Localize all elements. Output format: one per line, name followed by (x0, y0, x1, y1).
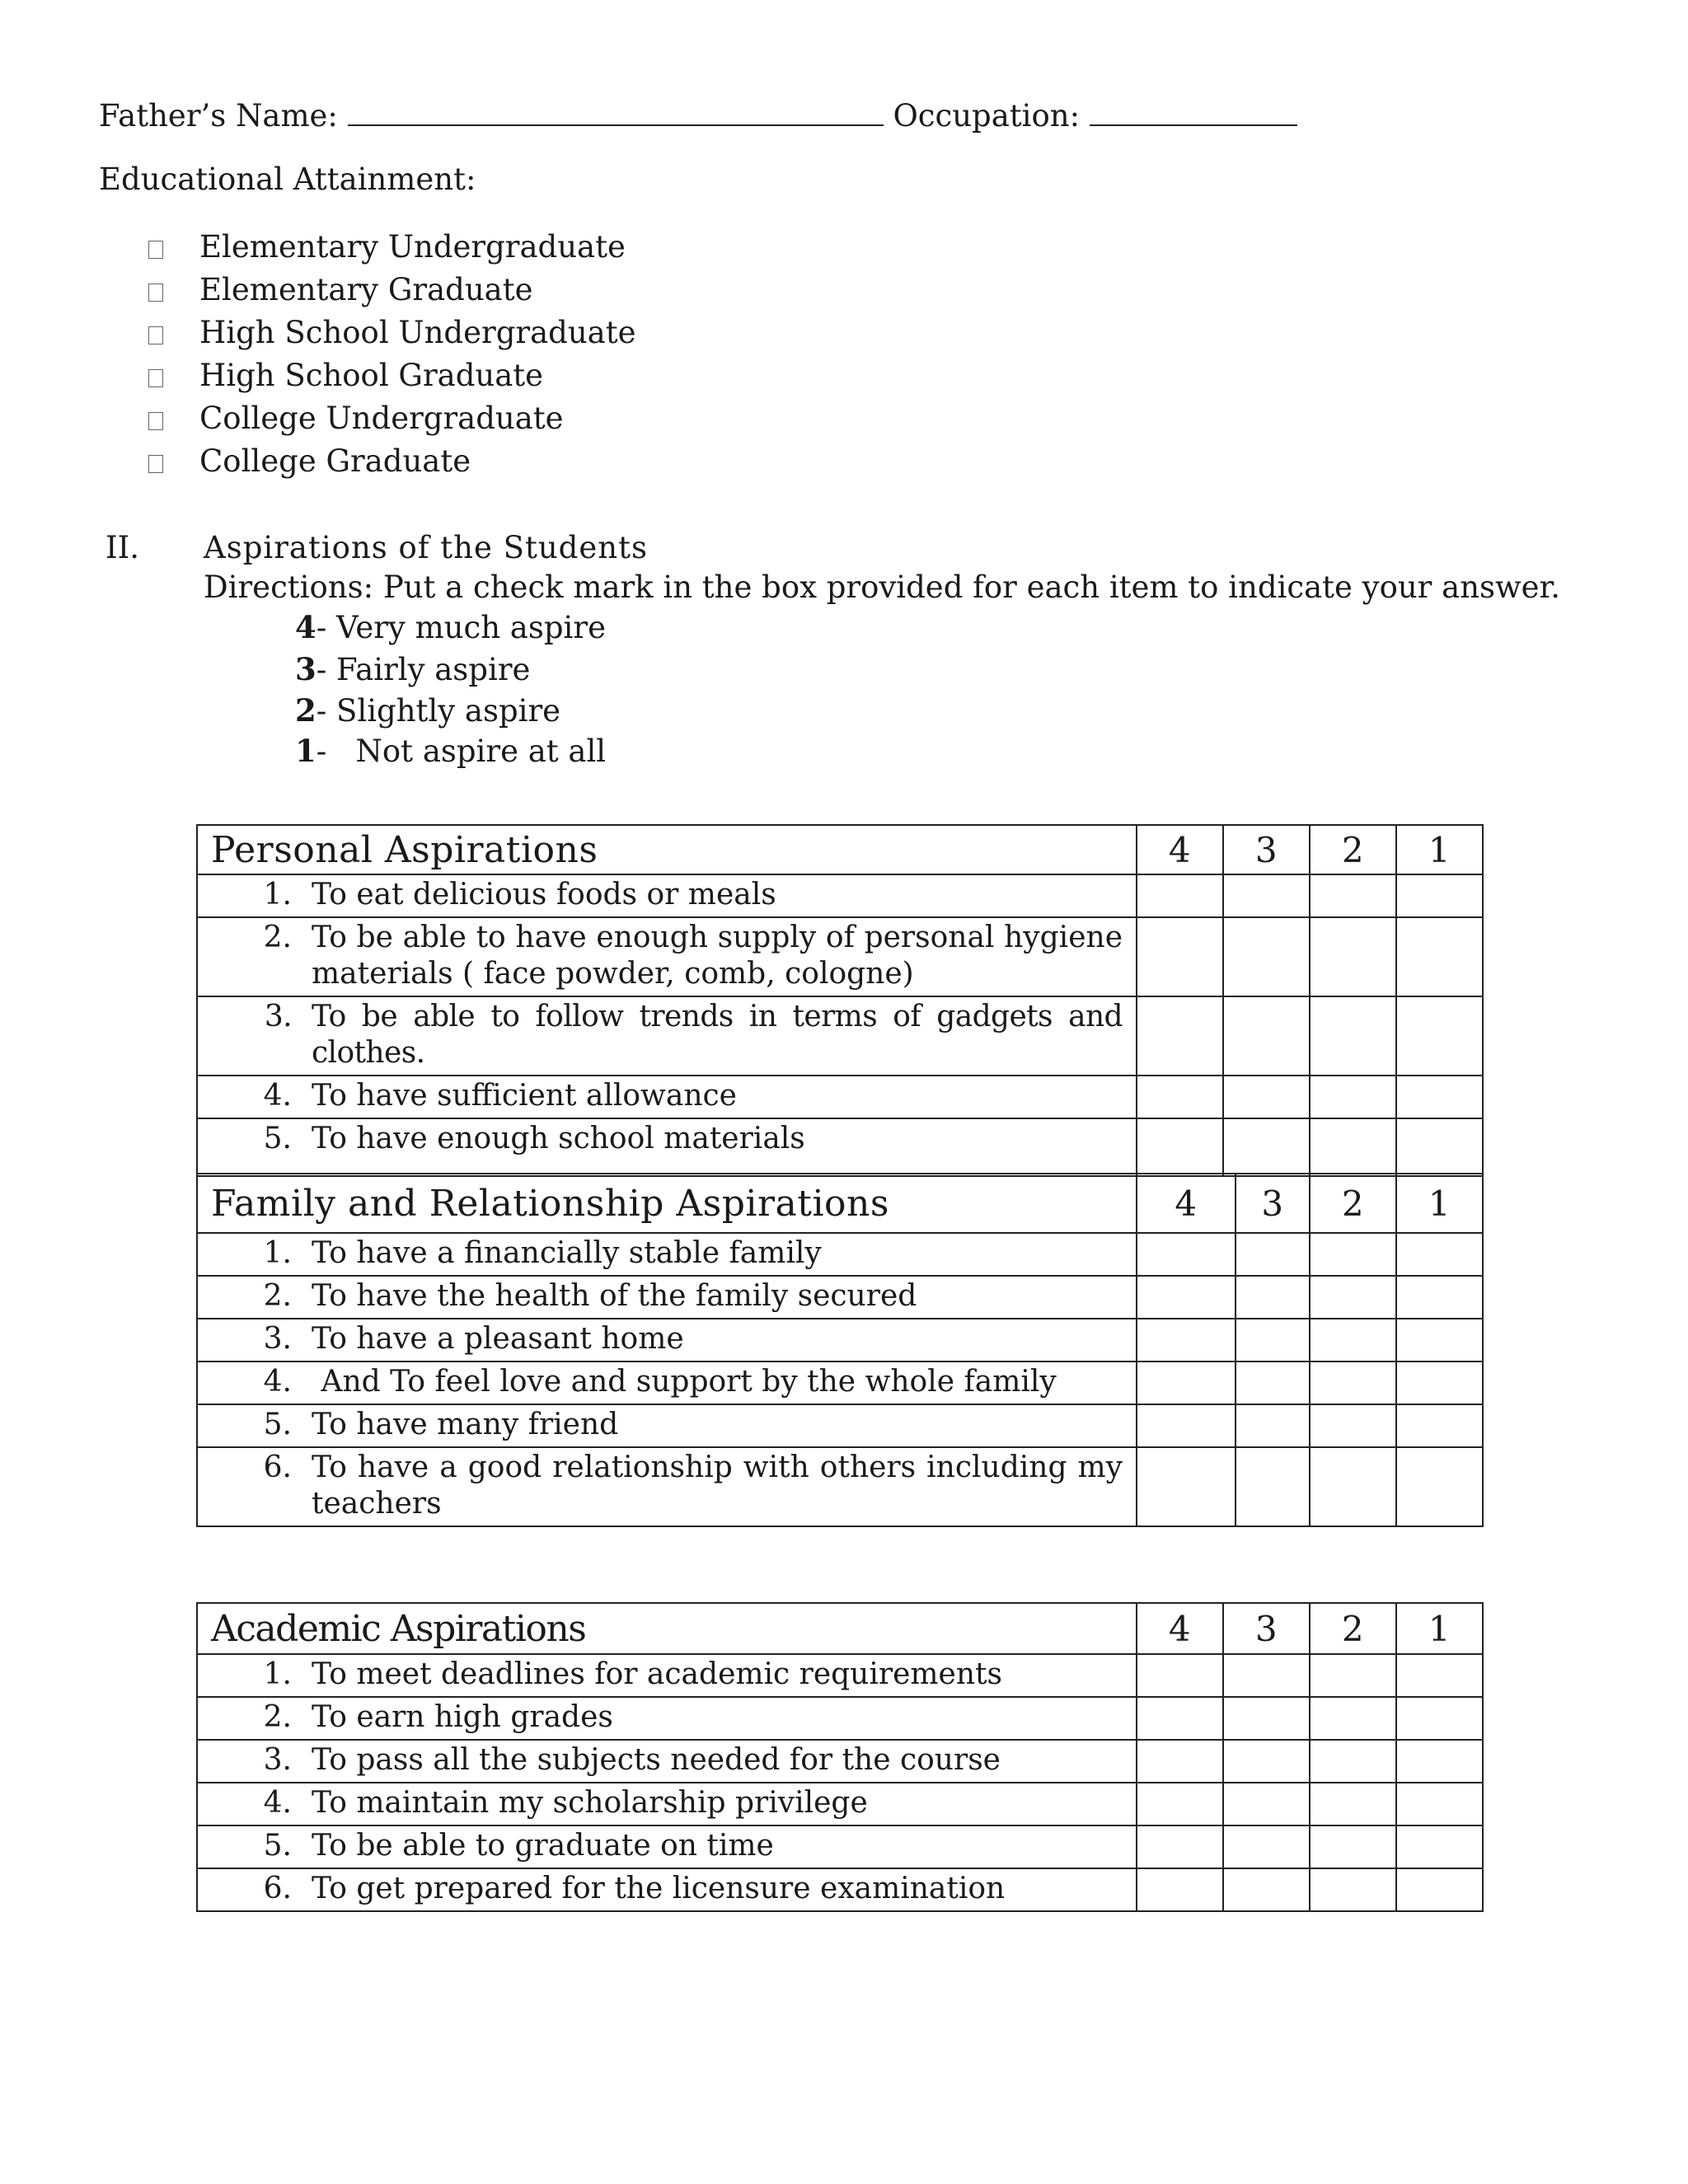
scale-item: 1- Not aspire at all (295, 733, 607, 769)
rating-cell[interactable] (1236, 1233, 1310, 1276)
table-row: 3. To pass all the subjects needed for the course (197, 1740, 1483, 1783)
rating-cell[interactable] (1223, 874, 1310, 917)
table-title: Personal Aspirations (197, 825, 1137, 874)
rating-cell[interactable] (1310, 1783, 1396, 1825)
rating-cell[interactable] (1396, 996, 1483, 1076)
occupation-field[interactable] (1090, 100, 1297, 126)
academic-aspirations-table (196, 1602, 1484, 1912)
rating-cell[interactable] (1137, 874, 1223, 917)
rating-cell[interactable] (1310, 1868, 1396, 1911)
rating-cell[interactable] (1236, 1361, 1310, 1404)
item-text: To have a good relationship with others including my teachers (312, 1451, 1123, 1521)
rating-cell[interactable] (1223, 1783, 1310, 1825)
rating-cell[interactable] (1396, 1276, 1483, 1319)
family-aspirations-table (196, 1173, 1484, 1527)
fathers-info-line (99, 97, 1297, 135)
rating-cell[interactable] (1223, 917, 1310, 996)
table-row: 4. To maintain my scholarship privilege (197, 1783, 1483, 1825)
rating-cell[interactable] (1236, 1447, 1310, 1526)
rating-cell[interactable] (1137, 1276, 1236, 1319)
item-text: To have sufficient allowance (312, 1079, 737, 1113)
attainment-option-label: Elementary Undergraduate (199, 229, 626, 265)
checkbox-icon[interactable] (148, 241, 163, 259)
rating-cell[interactable] (1137, 1076, 1223, 1118)
table-row: 1. To meet deadlines for academic requirements (197, 1654, 1483, 1697)
table-title: Family and Relationship Aspirations (197, 1174, 1137, 1233)
item-text: To be able to graduate on time (312, 1829, 774, 1863)
rating-cell[interactable] (1236, 1404, 1310, 1447)
rating-cell[interactable] (1396, 1783, 1483, 1825)
checkbox-icon[interactable] (148, 369, 163, 387)
item-text: To earn high grades (312, 1700, 613, 1734)
rating-cell[interactable] (1396, 1654, 1483, 1697)
scale-header: 3 (1223, 1603, 1310, 1654)
rating-cell[interactable] (1310, 1447, 1396, 1526)
attainment-option[interactable] (148, 228, 626, 266)
rating-cell[interactable] (1223, 1825, 1310, 1868)
rating-cell[interactable] (1310, 1404, 1396, 1447)
rating-cell[interactable] (1137, 1783, 1223, 1825)
table-row: 5. To have many friend (197, 1404, 1483, 1447)
scale-header: 2 (1310, 1603, 1396, 1654)
rating-cell[interactable] (1310, 917, 1396, 996)
item-text: To be able to have enough supply of personal hygiene materials ( face powder, comb, cologne) (312, 921, 1123, 991)
rating-cell[interactable] (1310, 1654, 1396, 1697)
rating-cell[interactable] (1137, 1319, 1236, 1361)
table-row: 1. To eat delicious foods or meals (197, 874, 1483, 917)
fathers-name-label: Father’s Name: (99, 98, 338, 134)
rating-cell[interactable] (1223, 1076, 1310, 1118)
attainment-option-label: College Undergraduate (199, 401, 564, 436)
attainment-option-label: Elementary Graduate (199, 272, 533, 307)
rating-cell[interactable] (1396, 1118, 1483, 1176)
rating-cell[interactable] (1137, 1825, 1223, 1868)
item-text: To have a financially stable family (312, 1236, 822, 1270)
rating-cell[interactable] (1137, 1404, 1236, 1447)
checkbox-icon[interactable] (148, 455, 163, 473)
table-row: 1. To have a financially stable family (197, 1233, 1483, 1276)
table-row: 4. And To feel love and support by the whole family (197, 1361, 1483, 1404)
scale-item: 2- Slightly aspire (295, 692, 561, 729)
rating-cell[interactable] (1223, 1740, 1310, 1783)
scale-header: 1 (1396, 1174, 1483, 1233)
rating-cell[interactable] (1137, 1233, 1236, 1276)
item-text: To have a pleasant home (312, 1322, 684, 1356)
rating-cell[interactable] (1223, 996, 1310, 1076)
rating-cell[interactable] (1396, 1825, 1483, 1868)
attainment-option[interactable] (148, 400, 564, 438)
rating-cell[interactable] (1310, 1361, 1396, 1404)
rating-cell[interactable] (1223, 1118, 1310, 1176)
checkbox-icon[interactable] (148, 284, 163, 302)
rating-cell[interactable] (1396, 1697, 1483, 1740)
rating-cell[interactable] (1310, 1233, 1396, 1276)
rating-cell[interactable] (1396, 1868, 1483, 1911)
table-row: 2. To have the health of the family secured (197, 1276, 1483, 1319)
item-text: To eat delicious foods or meals (312, 878, 776, 912)
rating-cell[interactable] (1223, 1697, 1310, 1740)
table-row: 6. To get prepared for the licensure examination (197, 1868, 1483, 1911)
rating-cell[interactable] (1396, 917, 1483, 996)
rating-cell[interactable] (1137, 996, 1223, 1076)
item-text: To maintain my scholarship privilege (312, 1786, 868, 1820)
rating-cell[interactable] (1310, 1076, 1396, 1118)
scale-header: 4 (1137, 1603, 1223, 1654)
rating-cell[interactable] (1310, 874, 1396, 917)
attainment-option[interactable] (148, 271, 532, 309)
rating-cell[interactable] (1396, 874, 1483, 917)
checkbox-icon[interactable] (148, 326, 163, 344)
scale-header: 2 (1310, 1174, 1396, 1233)
scale-header: 2 (1310, 825, 1396, 874)
rating-cell[interactable] (1396, 1404, 1483, 1447)
table-row: 3. To have a pleasant home (197, 1319, 1483, 1361)
rating-cell[interactable] (1310, 996, 1396, 1076)
attainment-option-label: High School Graduate (199, 358, 544, 393)
personal-aspirations-table (196, 824, 1484, 1177)
attainment-option[interactable] (148, 357, 543, 395)
attainment-option-label: College Graduate (199, 443, 471, 479)
table-row: 2. To be able to have enough supply of personal hygiene materials ( face powder, comb, cologne) (197, 917, 1483, 996)
table-title: Academic Aspirations (197, 1603, 1137, 1654)
scale-header: 4 (1137, 825, 1223, 874)
educational-attainment-label: Educational Attainment: (99, 162, 476, 197)
scale-header: 3 (1223, 825, 1310, 874)
scale-item: 4- Very much aspire (295, 609, 606, 645)
table-row: 5. To be able to graduate on time (197, 1825, 1483, 1868)
attainment-option[interactable] (148, 314, 635, 352)
rating-cell[interactable] (1137, 1697, 1223, 1740)
rating-cell[interactable] (1137, 1654, 1223, 1697)
item-text: To meet deadlines for academic requirements (312, 1657, 1002, 1691)
rating-cell[interactable] (1137, 1447, 1236, 1526)
item-text: To have many friend (312, 1408, 619, 1441)
rating-cell[interactable] (1223, 1868, 1310, 1911)
item-text: To have enough school materials (312, 1122, 805, 1155)
rating-cell[interactable] (1310, 1825, 1396, 1868)
rating-cell[interactable] (1396, 1319, 1483, 1361)
rating-cell[interactable] (1396, 1361, 1483, 1404)
item-text: To be able to follow trends in terms of gadgets and clothes. (312, 1000, 1123, 1070)
rating-cell[interactable] (1137, 917, 1223, 996)
table-row: 5. To have enough school materials (197, 1118, 1483, 1176)
scale-header: 3 (1236, 1174, 1310, 1233)
rating-cell[interactable] (1236, 1319, 1310, 1361)
item-text: To get prepared for the licensure examination (312, 1872, 1006, 1905)
item-text: And To feel love and support by the whole family (312, 1365, 1057, 1399)
rating-cell[interactable] (1310, 1697, 1396, 1740)
rating-cell[interactable] (1310, 1319, 1396, 1361)
scale-item: 3- Fairly aspire (295, 651, 531, 687)
directions-text: Directions: Put a check mark in the box provided for each item to indicate your answer. (204, 569, 1560, 605)
scale-header: 4 (1137, 1174, 1236, 1233)
rating-cell[interactable] (1396, 1740, 1483, 1783)
section-number: II. (106, 530, 139, 565)
rating-cell[interactable] (1396, 1076, 1483, 1118)
item-text: To have the health of the family secured (312, 1279, 917, 1313)
item-text: To pass all the subjects needed for the course (312, 1743, 1001, 1777)
scale-header: 1 (1396, 825, 1483, 874)
rating-cell[interactable] (1137, 1740, 1223, 1783)
rating-cell[interactable] (1137, 1118, 1223, 1176)
rating-cell[interactable] (1236, 1276, 1310, 1319)
rating-cell[interactable] (1137, 1361, 1236, 1404)
table-row: 3. To be able to follow trends in terms of gadgets and clothes. (197, 996, 1483, 1076)
section-title: Aspirations of the Students (204, 530, 648, 565)
rating-cell[interactable] (1396, 1233, 1483, 1276)
occupation-label: Occupation: (893, 98, 1081, 134)
scale-header: 1 (1396, 1603, 1483, 1654)
rating-cell[interactable] (1310, 1118, 1396, 1176)
rating-cell[interactable] (1223, 1654, 1310, 1697)
table-row: 6. To have a good relationship with others including my teachers (197, 1447, 1483, 1526)
attainment-option-label: High School Undergraduate (199, 315, 636, 350)
table-row: 4. To have sufficient allowance (197, 1076, 1483, 1118)
table-row: 2. To earn high grades (197, 1697, 1483, 1740)
checkbox-icon[interactable] (148, 412, 163, 430)
attainment-option[interactable] (148, 443, 471, 480)
rating-cell[interactable] (1310, 1276, 1396, 1319)
fathers-name-field[interactable] (348, 100, 884, 126)
rating-cell[interactable] (1310, 1740, 1396, 1783)
rating-cell[interactable] (1137, 1868, 1223, 1911)
rating-cell[interactable] (1396, 1447, 1483, 1526)
